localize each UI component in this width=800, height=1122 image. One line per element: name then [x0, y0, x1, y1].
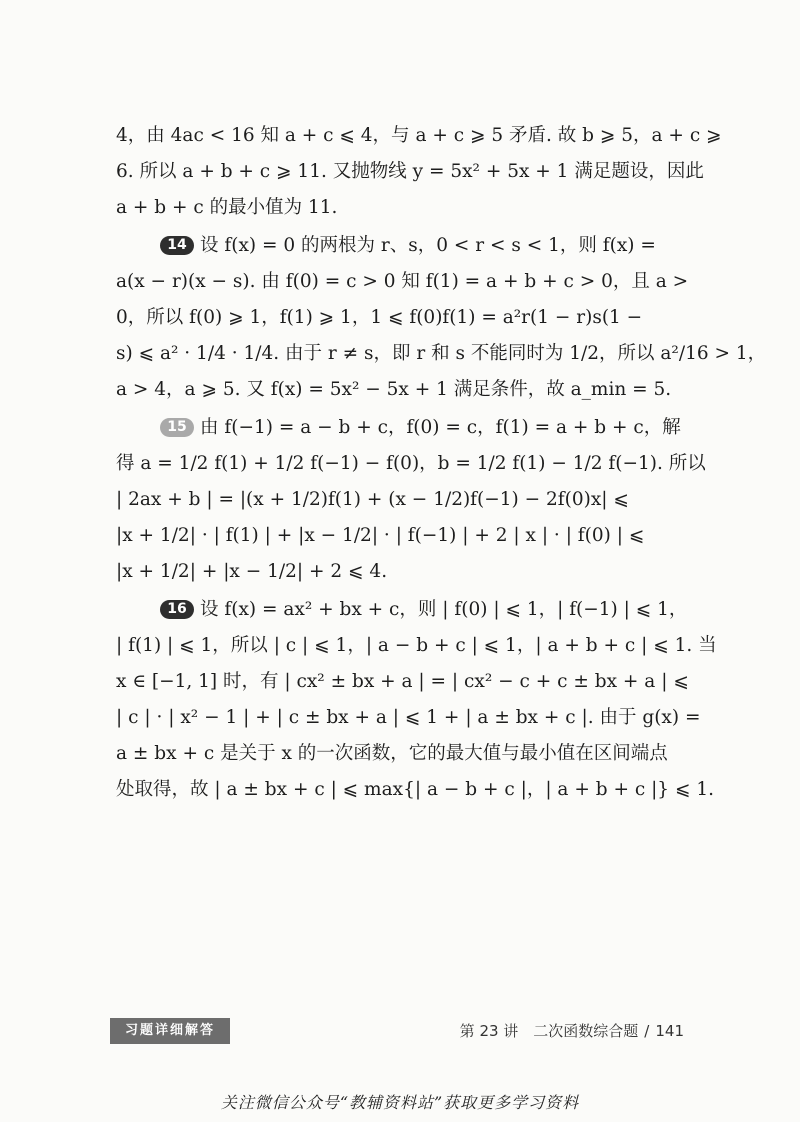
text-line: 得 a = 1/2 f(1) + 1/2 f(−1) − f(0)，b = 1/2 f(1) − 1/2 f(−1). 所以	[116, 453, 706, 474]
text-line: 0，所以 f(0) ⩾ 1，f(1) ⩾ 1，1 ⩽ f(0)f(1) = a²r(1 − r)s(1 −	[116, 307, 643, 328]
text-line: a(x − r)(x − s). 由 f(0) = c > 0 知 f(1) = a + b + c > 0，且 a >	[116, 271, 689, 292]
problem-number-badge: 15	[160, 418, 194, 437]
problem-number-badge: 14	[160, 236, 194, 255]
text-line: 处取得，故 | a ± bx + c | ⩽ max{| a − b + c |，| a + b + c |} ⩽ 1.	[116, 779, 714, 800]
page-number: 141	[655, 1022, 684, 1040]
section-tag: 习题详细解答	[110, 1018, 230, 1044]
text-line: |x + 1/2| + |x − 1/2| + 2 ⩽ 4.	[116, 561, 388, 582]
separator: /	[644, 1022, 650, 1040]
text-line: x ∈ [−1, 1] 时，有 | cx² ± bx + a | = | cx² − c + c ± bx + a | ⩽	[116, 671, 689, 692]
running-footer	[460, 1020, 684, 1041]
text-line: a + b + c 的最小值为 11.	[116, 197, 338, 218]
text-line	[116, 410, 690, 446]
text-line	[116, 228, 690, 264]
watermark-text: 关注微信公众号“教辅资料站”获取更多学习资料	[220, 1093, 580, 1112]
text-line	[116, 592, 690, 628]
text-segment: 设 f(x) = ax² + bx + c，则 | f(0) | ⩽ 1，| f(−1) | ⩽ 1，	[200, 599, 688, 620]
text-line: 4，由 4ac < 16 知 a + c ⩽ 4，与 a + c ⩾ 5 矛盾. 故 b ⩾ 5，a + c ⩾	[116, 125, 722, 146]
text-line: | c | · | x² − 1 | + | c ± bx + a | ⩽ 1 + | a ± bx + c |. 由于 g(x) =	[116, 707, 701, 728]
page-content	[116, 118, 767, 810]
text-line: a > 4，a ⩾ 5. 又 f(x) = 5x² − 5x + 1 满足条件，故 a_min = 5.	[116, 379, 672, 400]
solution-15	[116, 410, 706, 590]
solution-13-end	[116, 118, 722, 226]
text-line: | 2ax + b | = |(x + 1/2)f(1) + (x − 1/2)f(−1) − 2f(0)x| ⩽	[116, 489, 629, 510]
text-line: | f(1) | ⩽ 1，所以 | c | ⩽ 1，| a − b + c | ⩽ 1，| a + b + c | ⩽ 1. 当	[116, 635, 717, 656]
text-segment: 设 f(x) = 0 的两根为 r、s，0 < r < s < 1，则 f(x) =	[200, 235, 656, 256]
text-line: a ± bx + c 是关于 x 的一次函数，它的最大值与最小值在区间端点	[116, 743, 668, 764]
problem-number-badge: 16	[160, 600, 194, 619]
solution-14	[116, 228, 767, 408]
solution-16	[116, 592, 717, 808]
text-line: 6. 所以 a + b + c ⩾ 11. 又抛物线 y = 5x² + 5x + 1 满足题设，因此	[116, 161, 704, 182]
text-line: |x + 1/2| · | f(1) | + |x − 1/2| · | f(−1) | + 2 | x | · | f(0) | ⩽	[116, 525, 645, 546]
text-line: s) ⩽ a² · 1/4 · 1/4. 由于 r ≠ s，即 r 和 s 不能同时为 1/2，所以 a²/16 > 1，	[116, 343, 767, 364]
text-segment: 由 f(−1) = a − b + c，f(0) = c，f(1) = a + b + c，解	[200, 417, 681, 438]
chapter-title: 第 23 讲 二次函数综合题	[459, 1022, 639, 1040]
